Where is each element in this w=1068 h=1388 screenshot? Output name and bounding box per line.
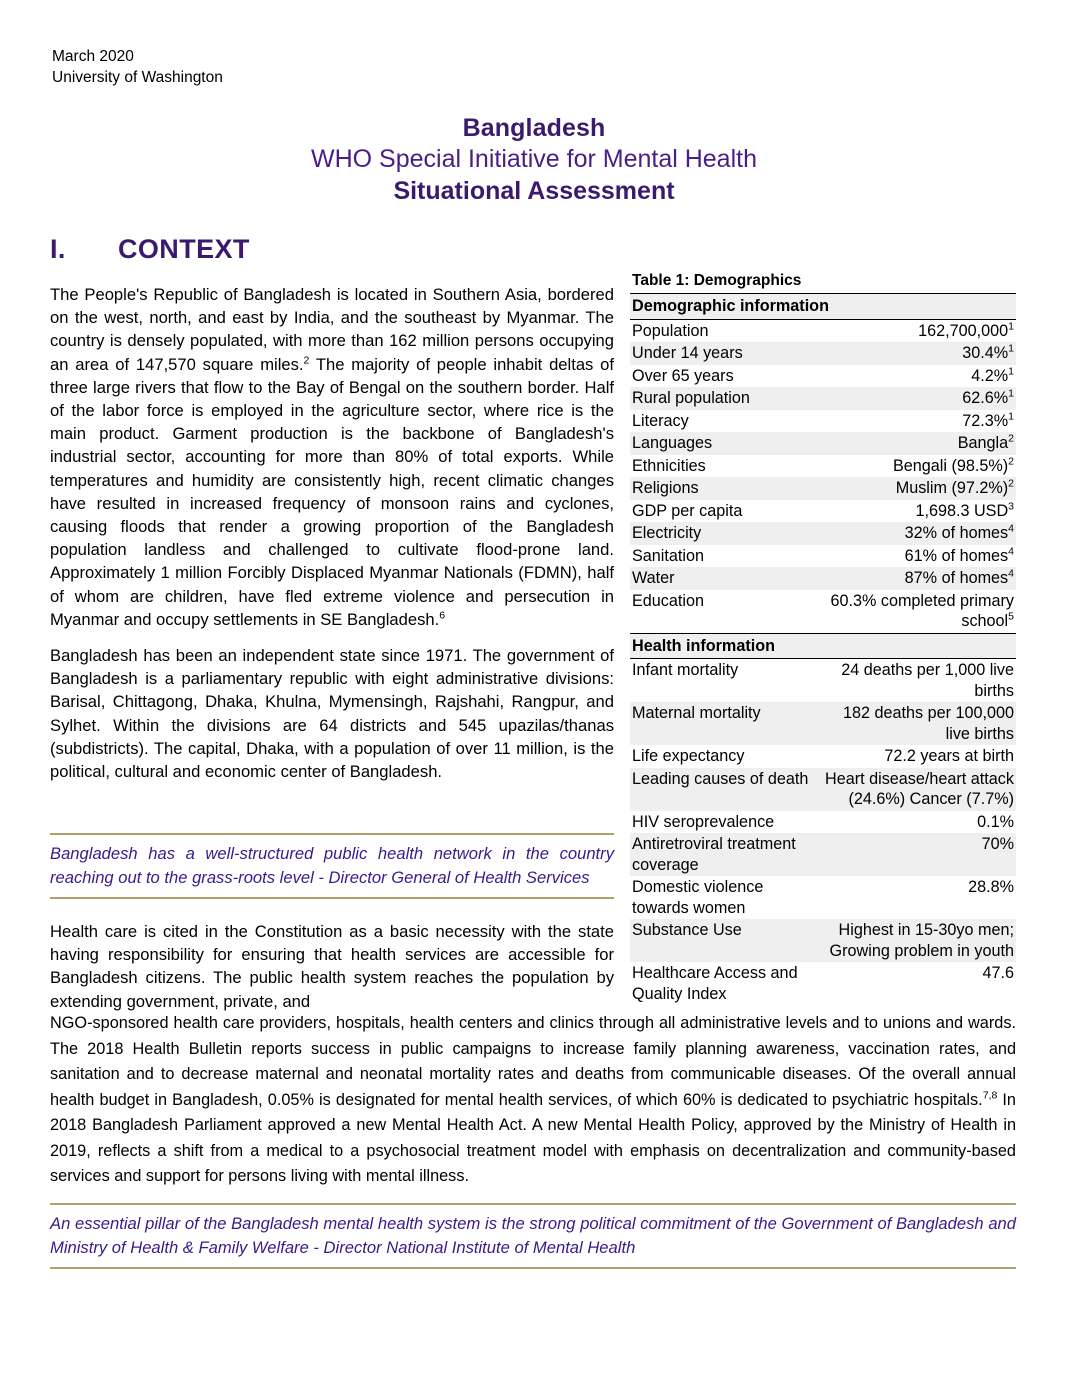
table-row-label: Leading causes of death [630,768,822,811]
table-footnote-ref: 4 [1008,567,1014,580]
table-row-value: 1,698.3 USD$^3$ [915,500,1014,520]
pullquote-health-network: Bangladesh has a well-structured public health network in the country reaching out to the grass-roots level - Director General of Health Services [50,833,614,899]
full-width-column [50,1011,1016,1190]
table-footnote-ref: 1 [1008,387,1014,400]
table-section-header [630,294,1016,320]
table-row-value: 60.3% completed primary school$^5$ [830,591,1014,630]
table-row-value: 47.6 [982,964,1014,982]
title-subtitle: Situational Assessment [393,177,675,205]
table-caption: Table 1: Demographics [632,272,802,289]
paragraph-context-3: Health care is cited in the Constitution as a basic necessity with the state having responsibility for ensuring that health services are accessible for Bangladesh citizens. The public health system reaches the population by extending government, private, and [50,922,614,1011]
table-row-value: 72.2 years at birth [884,747,1014,765]
table-row [630,319,1016,342]
section-numeral: I. [50,234,66,264]
table-row-value: 28.8% [968,878,1014,896]
table-row-value: 72.3%$^1$ [962,410,1014,430]
paragraph-context-2: Bangladesh has been an independent state since 1971. The government of Bangladesh is a parliamentary republic with eight administrative divisions: Barisal, Chittagong, Dhaka, Khulna, Mymensingh, Rajshahi, Rangpur, and Sylhet. Within the divisions are 64 districts and 545 upazilas/thanas (subdistricts). The capital, Dhaka, with a population of over 11 million, is the political, cultural and economic center of Bangladesh. [50,646,614,782]
table-row-value: 32% of homes$^4$ [822,522,1016,545]
table-row-label: GDP per capita [632,501,743,520]
table-row [630,833,1016,876]
table-row [630,410,1016,433]
table-section-header-label: Demographic information [630,294,1016,320]
paragraph-context-1 [50,283,614,631]
document-title-block [52,113,1016,207]
paragraph-context-1-text-a: The People's Republic of Bangladesh is located in Southern Asia, bordered on the west, north, and east by India, and the southeast by Myanmar. The country is densely populated, with more than 162 million persons occupying an area of 147,570 square miles. [50,285,614,374]
table-row-value: Bengali $(98.5\%)^2$ [892,455,1014,475]
table-row-label: Water [630,567,822,590]
table-row-label: Population [632,321,709,340]
table-row-label: Life expectancy [632,747,745,765]
table-row-value: 162,700,000$^1$ [918,320,1014,340]
left-column [50,283,614,783]
table-row [630,962,1016,1005]
table-row-label: Over 65 years [632,366,734,385]
demographics-table-container [630,272,1016,1005]
paragraph-context-4-text-b: In 2018 Bangladesh Parliament approved a new Mental Health Act. A new Mental Health Policy, approved by the Ministry of Health in 2019, reflects a shift from a medical to a psychosocial treatment model with emphasis on decentralization and community-based services and support for persons living with mental illness. [50,1090,1016,1185]
table-row [630,455,1016,478]
table-row [630,567,1016,590]
table-section-header [630,633,1016,659]
table-footnote-ref: 1 [1008,342,1014,355]
table-row-value: 87% of homes$^4$ [822,567,1016,590]
table-footnote-ref: 4 [1008,522,1014,535]
section-title: CONTEXT [118,234,250,264]
table-footnote-ref: 4 [1008,545,1014,558]
table-row-label: Domestic violence towards women [632,878,764,917]
table-row-label: Education [632,591,704,610]
table-row-label: Sanitation [632,546,704,565]
table-row-label: HIV seroprevalence [632,812,775,831]
paragraph-context-4 [50,1011,1016,1190]
table-row-value: 0.1% [977,812,1014,831]
publication-date: March 2020 [52,48,134,65]
left-column-continued [50,920,614,1013]
table-row-label: Substance Use [630,919,822,962]
demographics-table [630,293,1016,1005]
table-row [630,522,1016,545]
table-row-label: Maternal mortality [630,702,822,745]
footnote-ref-6: 6 [439,609,446,622]
table-footnote-ref: 2 [1008,455,1014,468]
title-country: Bangladesh [462,114,606,142]
table-row [630,590,1016,634]
table-row-value: 4.2%$^1$ [971,365,1014,385]
table-row-value: Highest in 15-30yo men; Growing problem in youth [822,919,1016,962]
table-row-value: 62.6%$^1$ [822,387,1016,410]
paragraph-context-4-text-a: NGO-sponsored health care providers, hospitals, health centers and clinics through all administrative levels and to unions and wards. The 2018 Health Bulletin reports success in public campaigns to increase family planning awareness, vaccination rates, and sanitation and to decrease maternal and neonatal mortality rates and deaths from communicable diseases. Of the overall annual health budget in Bangladesh, 0.05% is designated for mental health services, of which 60% is dedicated to psychiatric hospitals. [50,1014,1016,1109]
table-row [630,500,1016,523]
table-row [630,702,1016,745]
table-row [630,745,1016,768]
table-row [630,545,1016,568]
table-row-label: Under 14 years [630,342,822,365]
document-meta [52,46,223,88]
paragraph-context-1-text-b: The majority of people inhabit deltas of three large rivers that flow to the Bay of Bengal on the southern border. Half of the labor force is employed in the agriculture sector, where rice is the main product. Garment production is the backbone of Bangladesh's industrial sector, accounting for more than 80% of total exports. While temperatures and humidity are consistently high, recent climatic changes have resulted in increased frequency of monsoon rains and cyclones, causing floods that render a growing proportion of the Bangladesh population landless and challenged to cultivate flood-prone land. Approximately 1 million Forcibly Displaced Myanmar Nationals (FDMN), half of whom are children, have fled extreme violence and persecution in Myanmar and occupy settlements in SE Bangladesh. [50,354,614,629]
table-row [630,811,1016,834]
table-row [630,768,1016,811]
table-footnote-ref: 1 [1008,320,1014,333]
table-footnote-ref: 1 [1008,410,1014,423]
table-row [630,477,1016,500]
table-footnote-ref: 3 [1008,500,1014,513]
table-section-header-label: Health information [630,633,1016,659]
table-row-label: Healthcare Access and Quality Index [632,964,798,1003]
table-row [630,387,1016,410]
table-row-label: Infant mortality [632,661,739,679]
table-footnote-ref: 1 [1008,365,1014,378]
table-row-value: 182 deaths per 100,000 live births [822,702,1016,745]
table-row-value: 30.4%$^1$ [822,342,1016,365]
footnote-ref-7-8: 7,8 [982,1089,998,1102]
table-row [630,919,1016,962]
table-row-label: Antiretroviral treatment coverage [630,833,822,876]
table-row-value: 70% [822,833,1016,876]
table-row [630,432,1016,455]
table-row-value: Heart disease/heart attack (24.6%) Cancer (7.7%) [822,768,1016,811]
table-row-label: Religions [630,477,822,500]
title-initiative: WHO Special Initiative for Mental Health [310,145,757,173]
publication-institution: University of Washington [52,69,223,86]
footnote-ref-2: 2 [303,354,310,367]
pullquote-political-commitment: An essential pillar of the Bangladesh mental health system is the strong political commitment of the Government of Bangladesh and Ministry of Health & Family Welfare - Director National Institute of Mental Health [50,1203,1016,1269]
table-footnote-ref: 5 [1008,610,1014,623]
table-row-value: 24 deaths per 1,000 live births [841,661,1014,700]
table-row-label: Electricity [630,522,822,545]
table-row-label: Literacy [632,411,689,430]
table-footnote-ref: 2 [1008,477,1014,490]
table-row-value: 61% of homes$^4$ [904,545,1014,565]
table-row-value: Bangla$^2$ [822,432,1016,455]
table-row [630,876,1016,919]
table-row-value: Muslim $(97.2\%)^2$ [822,477,1016,500]
table-row-label: Ethnicities [632,456,706,475]
table-row-label: Rural population [630,387,822,410]
section-heading [50,234,250,265]
table-row [630,342,1016,365]
table-row-label: Languages [630,432,822,455]
table-row [630,365,1016,388]
table-footnote-ref: 2 [1008,432,1014,445]
table-row [630,659,1016,703]
